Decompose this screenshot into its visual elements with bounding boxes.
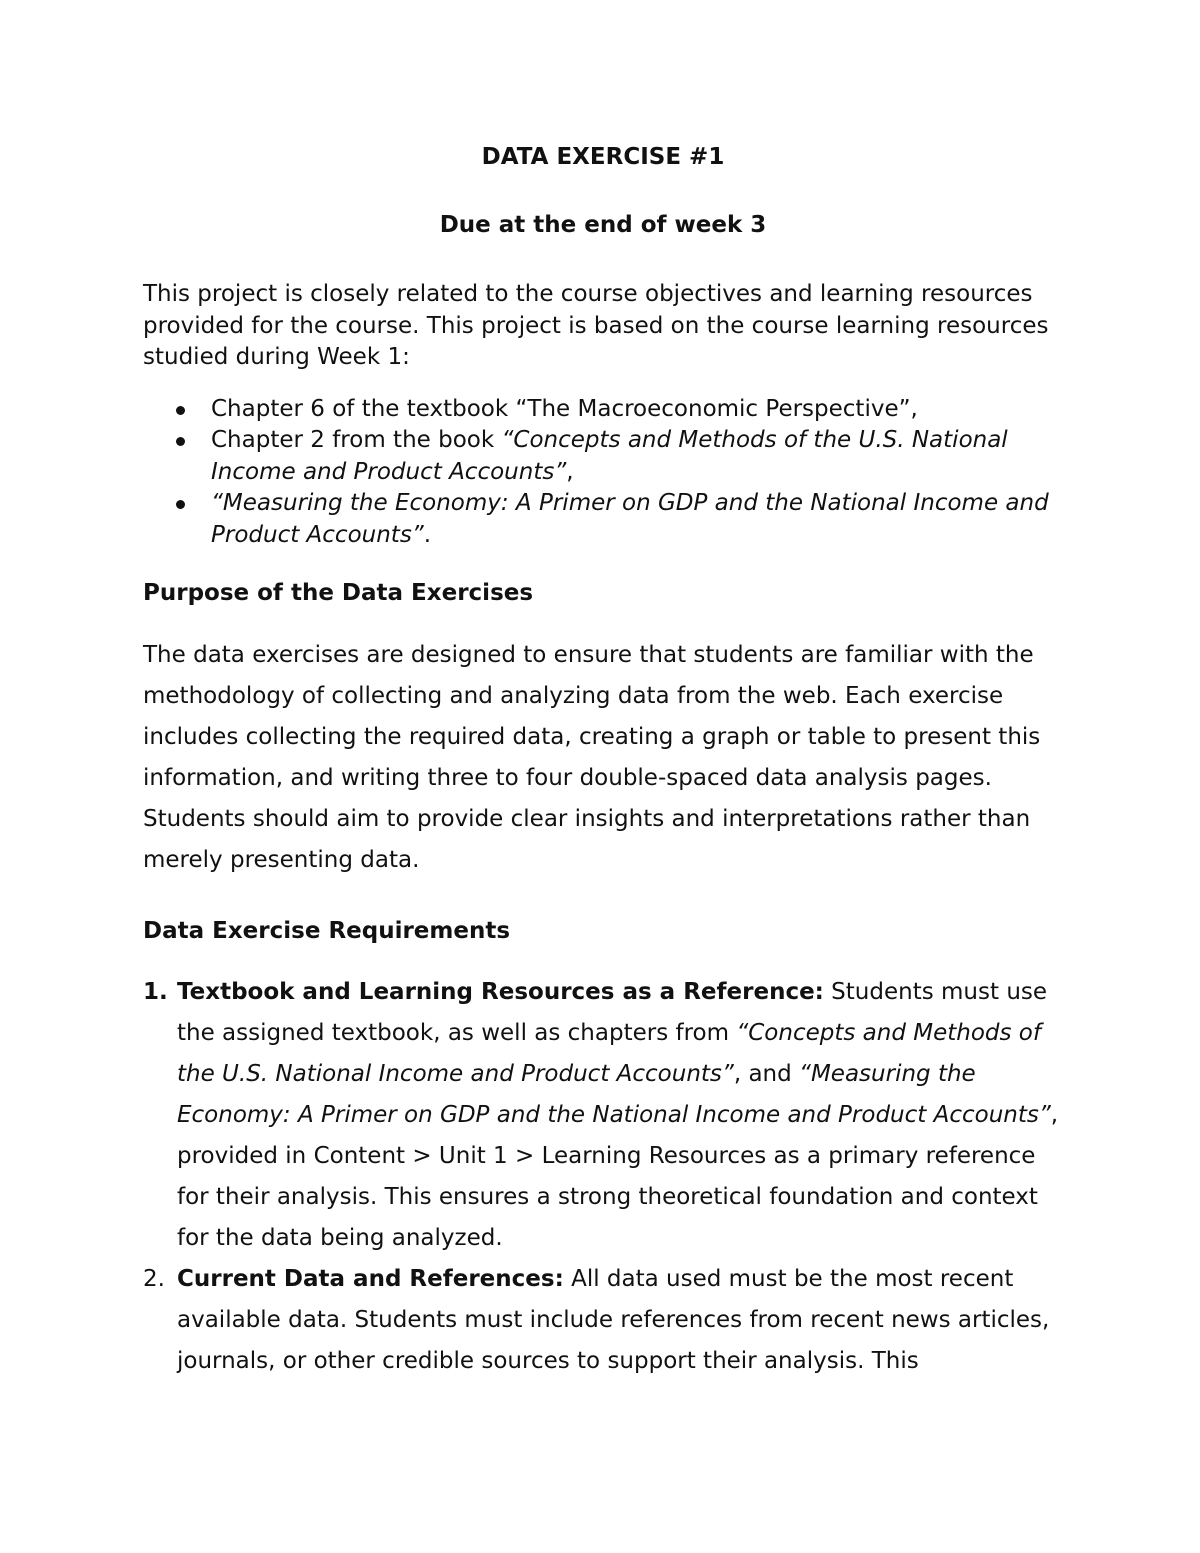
resource-text: Chapter 2 from the book bbox=[211, 427, 502, 453]
resource-list-item bbox=[143, 488, 1063, 551]
requirements-list bbox=[143, 972, 1063, 1382]
bullet-icon bbox=[176, 437, 185, 446]
resource-text: Chapter 6 of the textbook “The Macroeconomic Perspective”, bbox=[211, 395, 918, 422]
requirement-item bbox=[143, 1259, 1063, 1382]
requirement-number: 2. bbox=[143, 1266, 165, 1292]
requirement-label: Textbook and Learning Resources as a Reference: bbox=[177, 979, 824, 1005]
resource-title: “Measuring the Economy: A Primer on GDP and the National Income and Product Accounts” bbox=[211, 490, 1049, 548]
requirement-text: , and bbox=[733, 1061, 800, 1087]
requirement-text: All data used must be the most recent available data. Students must include references from recent news articles, journals, or other credible sources to support their analysis. This bbox=[177, 1266, 1050, 1374]
bullet-icon bbox=[176, 500, 185, 509]
requirement-text: , provided in Content > Unit 1 > Learning Resources as a primary reference for their analysis. This ensures a strong theoretical foundation and context for the data being analyzed. bbox=[177, 1102, 1059, 1251]
resource-list-item bbox=[143, 425, 1063, 488]
requirement-text: Students must use the assigned textbook, as well as chapters from bbox=[177, 979, 1048, 1046]
intro-paragraph: This project is closely related to the course objectives and learning resources provided for the course. This project is based on the course learning resources studied during Week 1: bbox=[143, 281, 1049, 370]
document-subtitle: Due at the end of week 3 bbox=[439, 212, 767, 238]
resource-list bbox=[143, 394, 1063, 552]
resource-title: “Concepts and Methods of the U.S. National Income and Product Accounts” bbox=[211, 427, 1008, 485]
requirement-label: Current Data and References: bbox=[177, 1266, 564, 1292]
document-body bbox=[143, 141, 1063, 1382]
requirement-item bbox=[143, 972, 1063, 1259]
document-title: DATA EXERCISE #1 bbox=[481, 144, 725, 170]
requirement-reference-title: “Concepts and Methods of the U.S. National Income and Product Accounts” bbox=[177, 1020, 1041, 1087]
bullet-icon bbox=[176, 406, 185, 415]
resource-list-item bbox=[143, 394, 1063, 426]
requirement-reference-title: “Measuring the Economy: A Primer on GDP and the National Income and Product Accounts” bbox=[177, 1061, 1051, 1128]
purpose-heading: Purpose of the Data Exercises bbox=[143, 580, 534, 606]
resource-punctuation: . bbox=[423, 521, 432, 548]
requirements-heading: Data Exercise Requirements bbox=[143, 918, 511, 944]
requirement-number: 1. bbox=[143, 979, 168, 1005]
purpose-paragraph: The data exercises are designed to ensure that students are familiar with the methodology of collecting and analyzing data from the web. Each exercise includes collecting the required data, creating a graph or table to present this information, and writing three to four double-spaced data analysis pages. Students should aim to provide clear insights and interpretations rather than merely presenting data. bbox=[143, 642, 1041, 873]
resource-punctuation: , bbox=[566, 458, 574, 485]
